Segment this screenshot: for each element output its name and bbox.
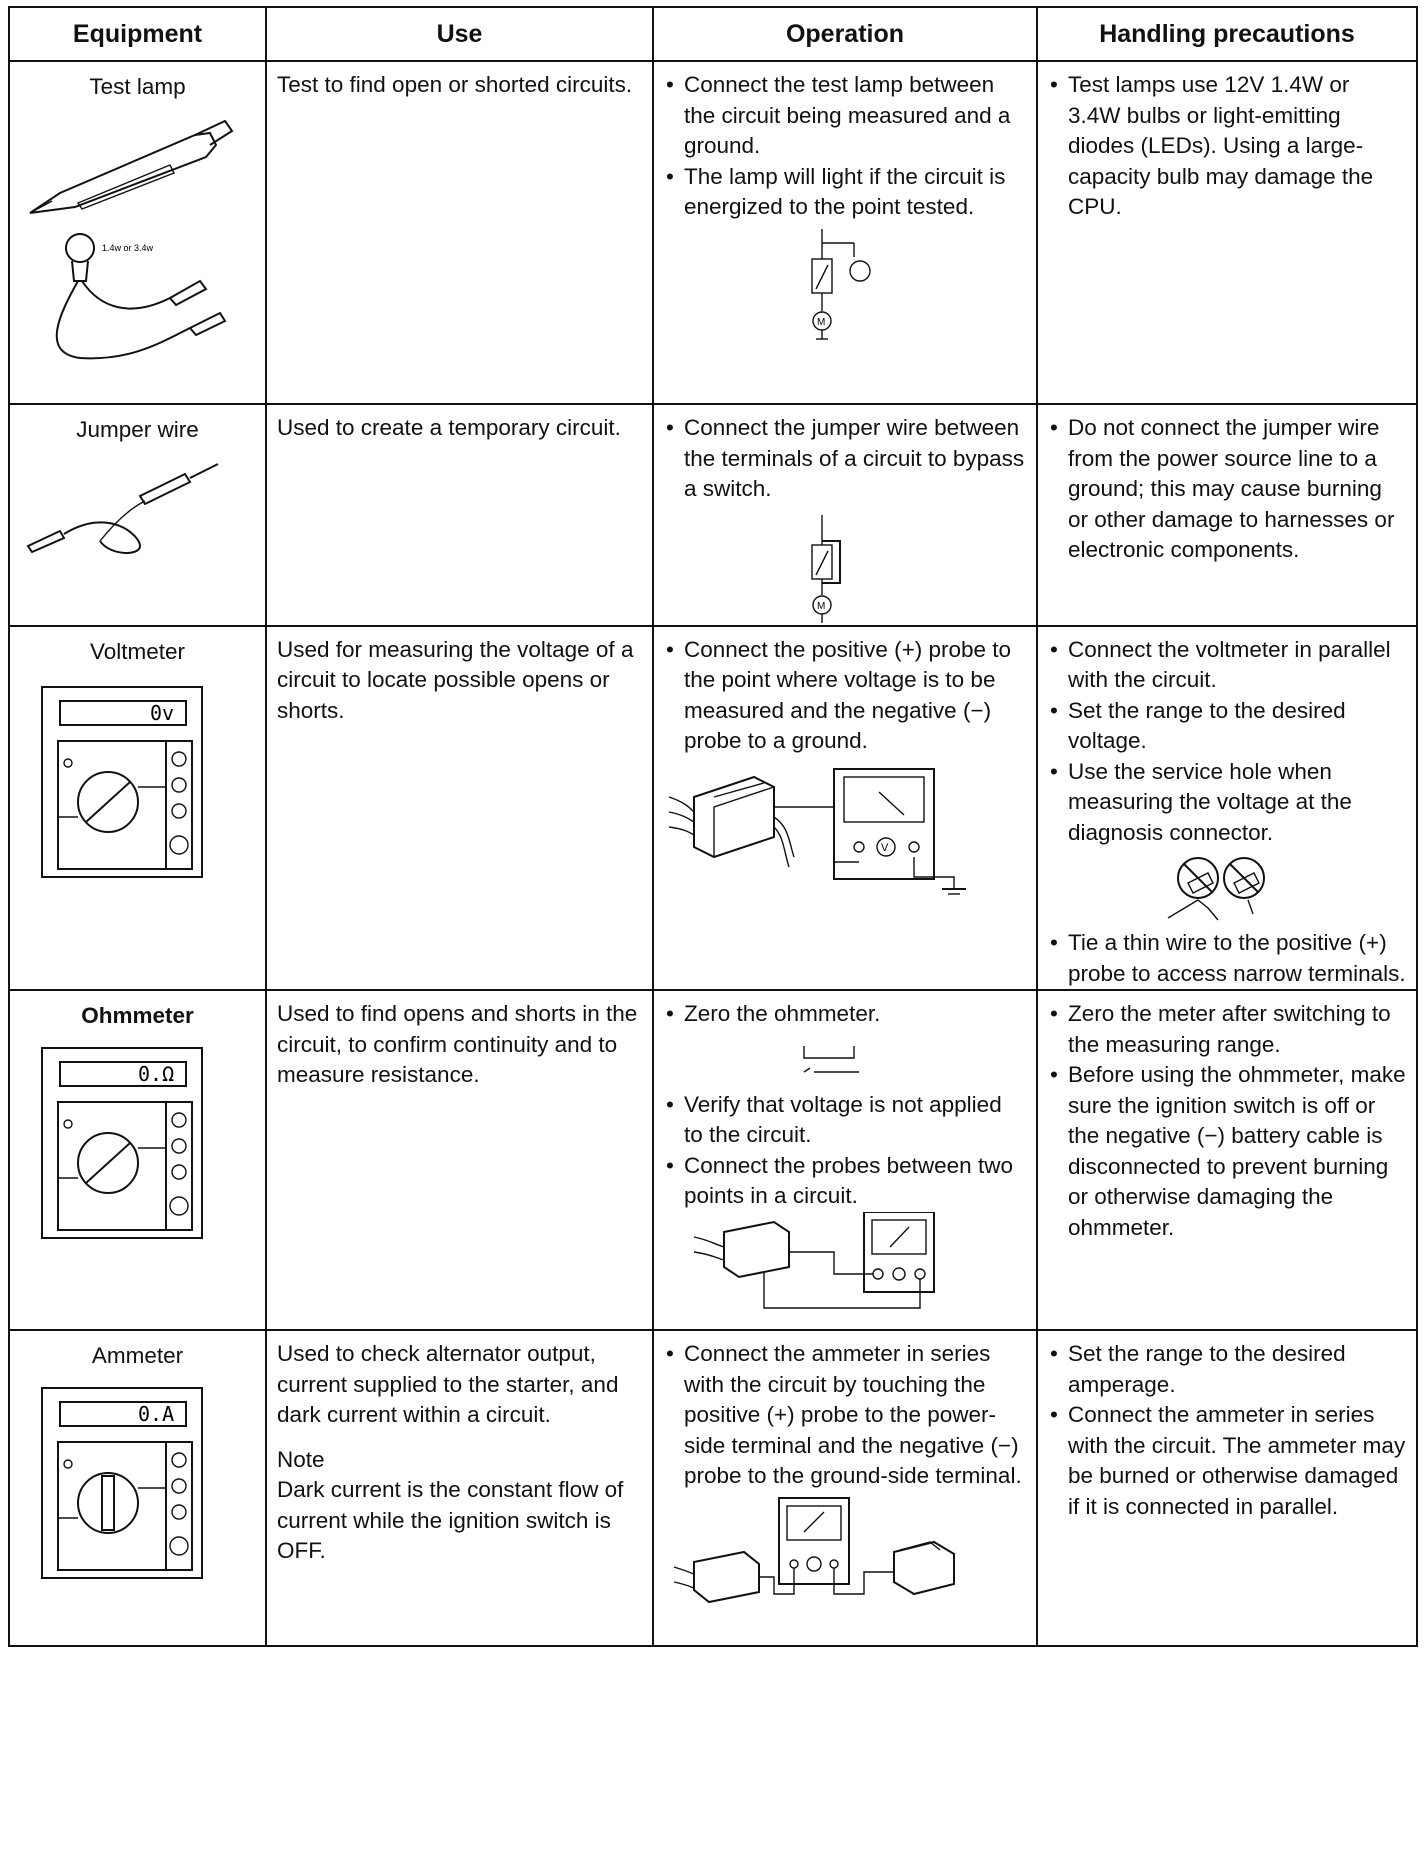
list-item: • Connect the ammeter in series with the circuit by touching the positive (+) probe to the power-side terminal and the negative (−) probe to the ground-side terminal.: [664, 1339, 1026, 1492]
list-item: • Set the range to the desired amperage.: [1048, 1339, 1406, 1400]
operation-list: [664, 1339, 1026, 1492]
operation-list: [664, 635, 1026, 757]
jumper-wire-circuit-diagram: [664, 505, 1024, 625]
table-row-test-lamp: [9, 61, 1417, 404]
handling-list: [1048, 1339, 1406, 1522]
meter-symbol: V: [881, 841, 889, 854]
note-text: Dark current is the constant flow of current while the ignition switch is OFF.: [277, 1477, 624, 1563]
handling-cell: [1037, 990, 1417, 1330]
operation-list: [664, 70, 1026, 223]
header-handling: Handling precautions: [1037, 7, 1417, 61]
equipment-cell: [9, 626, 266, 991]
equipment-cell: [9, 61, 266, 404]
use-cell: [266, 1330, 653, 1646]
list-item: • Before using the ohmmeter, make sure the ignition switch is off or the negative (−) battery cable is disconnected to prevent burning or otherwise damaging the ohmmeter.: [1048, 1060, 1406, 1243]
ohmmeter-illustration: [20, 1032, 255, 1247]
header-equipment: Equipment: [9, 7, 266, 61]
svg-text:M: M: [817, 316, 826, 328]
list-item: • Connect the ammeter in series with the circuit. The ammeter may be burned or otherwise damaged if it is connected in parallel.: [1048, 1400, 1406, 1522]
list-item: • The lamp will light if the circuit is energized to the point tested.: [664, 162, 1026, 223]
svg-text:M: M: [817, 600, 826, 612]
list-item: • Test lamps use 12V 1.4W or 3.4W bulbs or light-emitting diodes (LEDs). Using a large-capacity bulb may damage the CPU.: [1048, 70, 1406, 223]
table-row-ammeter: [9, 1330, 1417, 1646]
operation-cell: [653, 61, 1037, 404]
operation-list: [664, 999, 1026, 1030]
list-item: • Connect the probes between two points in a circuit.: [664, 1151, 1026, 1212]
equipment-name: Test lamp: [89, 74, 186, 99]
operation-list-extra: [664, 1090, 1026, 1212]
header-row: [9, 7, 1417, 61]
equipment-table: [8, 6, 1418, 1647]
voltmeter-display: 0v: [150, 701, 175, 725]
list-item: • Set the range to the desired voltage.: [1048, 696, 1406, 757]
equipment-name: Ammeter: [91, 1343, 184, 1368]
voltmeter-connection-diagram: [664, 757, 1024, 907]
list-item: • Tie a thin wire to the positive (+) probe to access narrow terminals.: [1048, 928, 1406, 989]
ammeter-connection-diagram: [664, 1492, 1024, 1612]
ohmmeter-zero-diagram: [664, 1030, 1024, 1090]
handling-list: [1048, 999, 1406, 1243]
note-title: Note: [277, 1446, 325, 1472]
test-lamp-illustration: [20, 103, 255, 363]
table-row-ohmmeter: [9, 990, 1417, 1330]
header-operation: Operation: [653, 7, 1037, 61]
jumper-wire-illustration: [20, 446, 255, 556]
equipment-name: Jumper wire: [76, 417, 199, 442]
handling-list-extra: [1048, 928, 1406, 989]
voltmeter-illustration: [20, 667, 255, 882]
operation-cell: [653, 626, 1037, 991]
list-item: • Verify that voltage is not applied to the circuit.: [664, 1090, 1026, 1151]
equipment-name: Voltmeter: [89, 638, 186, 664]
list-item: • Connect the positive (+) probe to the point where voltage is to be measured and the negative (−) probe to a ground.: [664, 635, 1026, 757]
ohmmeter-connection-diagram: [664, 1212, 1024, 1312]
operation-cell: [653, 990, 1037, 1330]
ohmmeter-display: 0.Ω: [138, 1061, 175, 1086]
list-item: • Use the service hole when measuring the voltage at the diagnosis connector.: [1048, 757, 1406, 849]
header-use: Use: [266, 7, 653, 61]
table-row-voltmeter: [9, 626, 1417, 991]
list-item: • Zero the ohmmeter.: [664, 999, 1026, 1030]
service-hole-diagram: [1048, 848, 1408, 928]
equipment-name: Ohmmeter: [81, 1003, 194, 1028]
table-row-jumper-wire: [9, 404, 1417, 626]
list-item: • Connect the voltmeter in parallel with the circuit.: [1048, 635, 1406, 696]
operation-list: [664, 413, 1026, 505]
handling-list: [1048, 635, 1406, 849]
handling-list: [1048, 413, 1406, 566]
list-item: • Connect the jumper wire between the terminals of a circuit to bypass a switch.: [664, 413, 1026, 505]
list-item: • Connect the test lamp between the circuit being measured and a ground.: [664, 70, 1026, 162]
use-cell: Used to create a temporary circuit.: [266, 404, 653, 626]
equipment-cell: [9, 404, 266, 626]
use-cell: Used for measuring the voltage of a circuit to locate possible opens or shorts.: [266, 626, 653, 991]
use-cell: Used to find opens and shorts in the circuit, to confirm continuity and to measure resistance.: [266, 990, 653, 1330]
test-lamp-circuit-diagram: [664, 223, 1024, 343]
handling-cell: [1037, 1330, 1417, 1646]
handling-cell: [1037, 61, 1417, 404]
use-cell: Test to find open or shorted circuits.: [266, 61, 653, 404]
ammeter-illustration: [20, 1372, 255, 1587]
equipment-cell: [9, 990, 266, 1330]
bulb-rating-label: 1.4w or 3.4w: [102, 242, 154, 253]
operation-cell: [653, 404, 1037, 626]
equipment-cell: [9, 1330, 266, 1646]
use-text: Used to check alternator output, current supplied to the starter, and dark current within a circuit.: [277, 1341, 619, 1427]
list-item: • Zero the meter after switching to the measuring range.: [1048, 999, 1406, 1060]
ammeter-display: 0.A: [138, 1401, 175, 1426]
list-item: • Do not connect the jumper wire from the power source line to a ground; this may cause burning or other damage to harnesses or electronic components.: [1048, 413, 1406, 566]
operation-cell: [653, 1330, 1037, 1646]
handling-cell: [1037, 404, 1417, 626]
handling-list: [1048, 70, 1406, 223]
handling-cell: [1037, 626, 1417, 991]
